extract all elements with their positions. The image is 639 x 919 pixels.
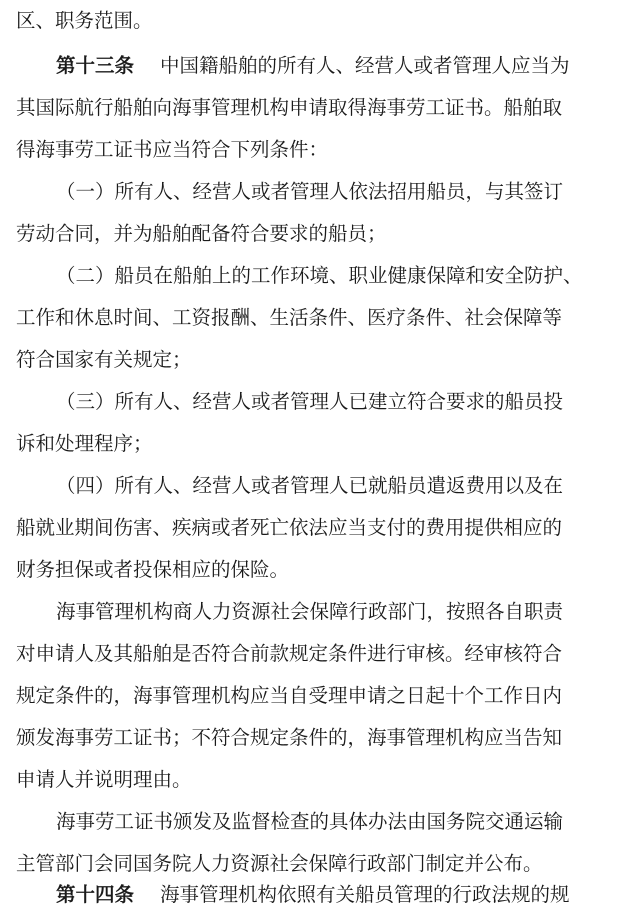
text-line [0, 756, 639, 804]
line-text: （二）船员在船舶上的工作环境、职业健康保障和安全防护、 [56, 264, 583, 287]
line-text: 申请人并说明理由。 [16, 768, 192, 791]
text-line [0, 0, 639, 45]
line-text: 对申请人及其船舶是否符合前款规定条件进行审核。经审核符合 [16, 642, 563, 665]
line-text: （一）所有人、经营人或者管理人依法招用船员，与其签订 [56, 180, 564, 203]
line-text: 规定条件的，海事管理机构应当自受理申请之日起十个工作日内 [16, 684, 563, 707]
line-text: 区、职务范围。 [16, 9, 153, 32]
text-line [0, 210, 639, 258]
text-line [0, 336, 639, 384]
text-line [0, 588, 639, 636]
line-text: （三）所有人、经营人或者管理人已建立符合要求的船员投 [56, 390, 564, 413]
text-line [0, 798, 639, 846]
line-text: 船就业期间伤害、疾病或者死亡依法应当支付的费用提供相应的 [16, 516, 563, 539]
text-line [0, 714, 639, 762]
text-line [0, 378, 639, 426]
text-line [0, 252, 639, 300]
line-text: 中国籍船舶的所有人、经营人或者管理人应当为 [160, 54, 570, 77]
text-line [0, 630, 639, 678]
line-text: 符合国家有关规定； [16, 348, 192, 371]
text-line [0, 294, 639, 342]
line-text: 得海事劳工证书应当符合下列条件： [16, 138, 329, 161]
line-text: 海事管理机构依照有关船员管理的行政法规的规 [160, 883, 570, 906]
text-line [0, 168, 639, 216]
line-text: 颁发海事劳工证书；不符合规定条件的，海事管理机构应当告知 [16, 726, 563, 749]
text-line [0, 672, 639, 720]
line-text: 财务担保或者投保相应的保险。 [16, 558, 290, 581]
text-line [0, 420, 639, 468]
article-14-heading-line [0, 871, 639, 919]
text-line [0, 504, 639, 552]
article-number-13: 第十三条 [56, 54, 135, 77]
line-text: 海事劳工证书颁发及监督检查的具体办法由国务院交通运输 [56, 810, 564, 833]
line-text: 海事管理机构商人力资源社会保障行政部门，按照各自职责 [56, 600, 564, 623]
line-text: 诉和处理程序； [16, 432, 153, 455]
line-text: 主管部门会同国务院人力资源社会保障行政部门制定并公布。 [16, 852, 543, 875]
article-13-heading-line [0, 42, 639, 90]
article-number-14: 第十四条 [56, 883, 135, 906]
line-text: 其国际航行船舶向海事管理机构申请取得海事劳工证书。船舶取 [16, 96, 563, 119]
text-line [0, 84, 639, 132]
line-text: 工作和休息时间、工资报酬、生活条件、医疗条件、社会保障等 [16, 306, 563, 329]
text-line [0, 546, 639, 594]
text-line [0, 462, 639, 510]
text-line [0, 126, 639, 174]
line-text: 劳动合同，并为船舶配备符合要求的船员； [16, 222, 387, 245]
line-text: （四）所有人、经营人或者管理人已就船员遣返费用以及在 [56, 474, 564, 497]
